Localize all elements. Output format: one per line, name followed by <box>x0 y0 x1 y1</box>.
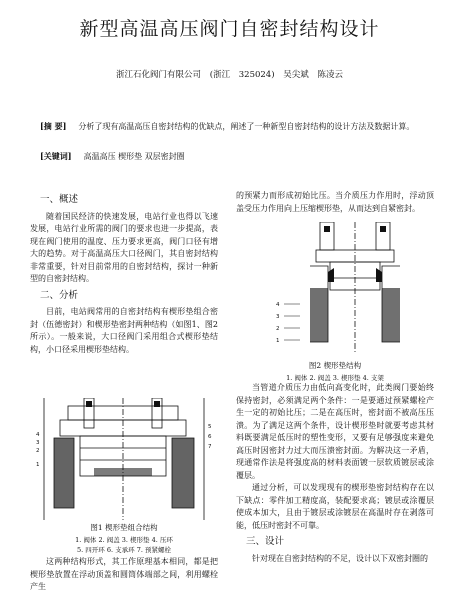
right-column-top <box>236 190 434 215</box>
figure-1-legend: 5. 四开环 6. 支承环 7. 预紧螺栓 <box>77 545 171 554</box>
fig1-label: 2 <box>36 448 40 454</box>
figure-2-caption-block <box>236 360 434 383</box>
fig1-label: 1 <box>36 462 40 468</box>
paragraph: 这两种结构形式，其工作原理基本相同，都是把楔形垫放置在浮动顶盖和圆筒体端部之间，利用螺栓产生 <box>30 557 218 591</box>
section-heading-analysis: 二、分析 <box>40 289 79 301</box>
paragraph: 当管道介质压力由低向高变化时，此类阀门要始终保持密封，必须满足两个条件：一是要通过预紧螺栓产生一定的初始比压；二是在高压时，密封面不被高压压溃。为了满足这两个条件，设计楔形垫时就要考虑其材料既要满足低压时的塑性变形，又要有足够强度来避免高压时因密封力过大而压溃密封面。为解决这一矛盾，现通常作法是将强度高的材料表面镀一层软质镀层或涂覆层。 <box>236 383 434 480</box>
fig1-label: 3 <box>36 440 40 446</box>
affiliation: 浙江石化阀门有限公司 <box>116 70 202 80</box>
figure-2-drawing <box>300 222 410 352</box>
abstract <box>40 120 450 133</box>
fig2-label: 3 <box>276 314 280 320</box>
left-column-top <box>30 190 218 356</box>
fig2-label: 2 <box>276 326 280 332</box>
paragraph: 随着国民经济的快速发展，电站行业也得以飞速发展，电站行业所需的阀门的要求也进一步提高，表现在阀门使用的温度、压力要求更高，阀门口径有增大的趋势。对于高温高压大口径阀门，其自密封结构非常重要，针对目前常用的自密封结构，探讨一种新型的自密封结构。 <box>30 211 218 283</box>
paragraph: 目前，电站阀常用的自密封结构有楔形垫组合密封（伍德密封）和楔形垫密封两种结构（如图1、图2所示）。一般来说，大口径阀门采用组合式楔形垫结构，小口径采用楔形垫结构。 <box>30 307 218 354</box>
figure-1 <box>34 398 216 520</box>
abstract-text: 分析了现有高温高压自密封结构的优缺点，阐述了一种新型自密封结构的设计方法及数据计算。 <box>78 122 415 131</box>
section-heading-design: 三、设计 <box>246 536 285 547</box>
section-heading-overview: 一、概述 <box>40 194 79 205</box>
keywords-text: 高温高压 楔形垫 双层密封圈 <box>83 152 185 161</box>
paragraph: 针对现在自密封结构的不足，设计以下双密封圈的 <box>252 553 428 563</box>
figure-2 <box>300 222 410 352</box>
figure-1-legend: 1. 阀体 2. 阀盖 3. 楔形垫 4. 压环 <box>75 535 173 544</box>
paper-title: 新型高温高压阀门自密封结构设计 <box>79 18 380 40</box>
figure-1-caption-block <box>30 522 218 555</box>
fig2-label: 1 <box>276 338 280 344</box>
figure-2-caption: 图2 楔形垫结构 <box>308 361 362 370</box>
figure-2-label-leaders <box>276 300 300 352</box>
abstract-label: [摘 要] <box>40 121 67 131</box>
right-column-bottom <box>236 382 434 565</box>
fig2-label: 4 <box>276 302 280 308</box>
figure-1-caption: 图1 楔形垫组合结构 <box>90 523 158 532</box>
keywords <box>40 150 450 163</box>
fig1-label: 5 <box>208 424 212 430</box>
author-line <box>0 68 459 80</box>
figure-1-drawing <box>34 398 216 520</box>
figure-2-labels <box>276 300 300 352</box>
figure-2-legend: 1. 阀体 2. 阀盖 3. 楔形垫 4. 支架 <box>286 373 384 382</box>
location: (浙江 325024) <box>209 70 275 80</box>
fig1-label: 4 <box>36 432 40 438</box>
fig1-label: 6 <box>208 434 212 440</box>
fig1-label: 7 <box>208 444 212 450</box>
left-column-bottom <box>30 556 218 594</box>
author-names: 吴尖斌 陈凌云 <box>283 70 343 80</box>
paragraph: 的预紧力而形成初始比压。当介质压力作用时，浮动顶盖受压力作用向上压缩楔形垫，从而达到自紧密封。 <box>236 191 434 213</box>
keywords-label: [关键词] <box>40 151 72 161</box>
paragraph: 通过分析，可以发现现有的楔形垫密封结构存在以下缺点：零件加工精度高，装配要求高；镀层或涂覆层使成本加大，且由于镀层或涂镀层在高温时存在剥落可能，低压时密封不可靠。 <box>236 483 434 530</box>
